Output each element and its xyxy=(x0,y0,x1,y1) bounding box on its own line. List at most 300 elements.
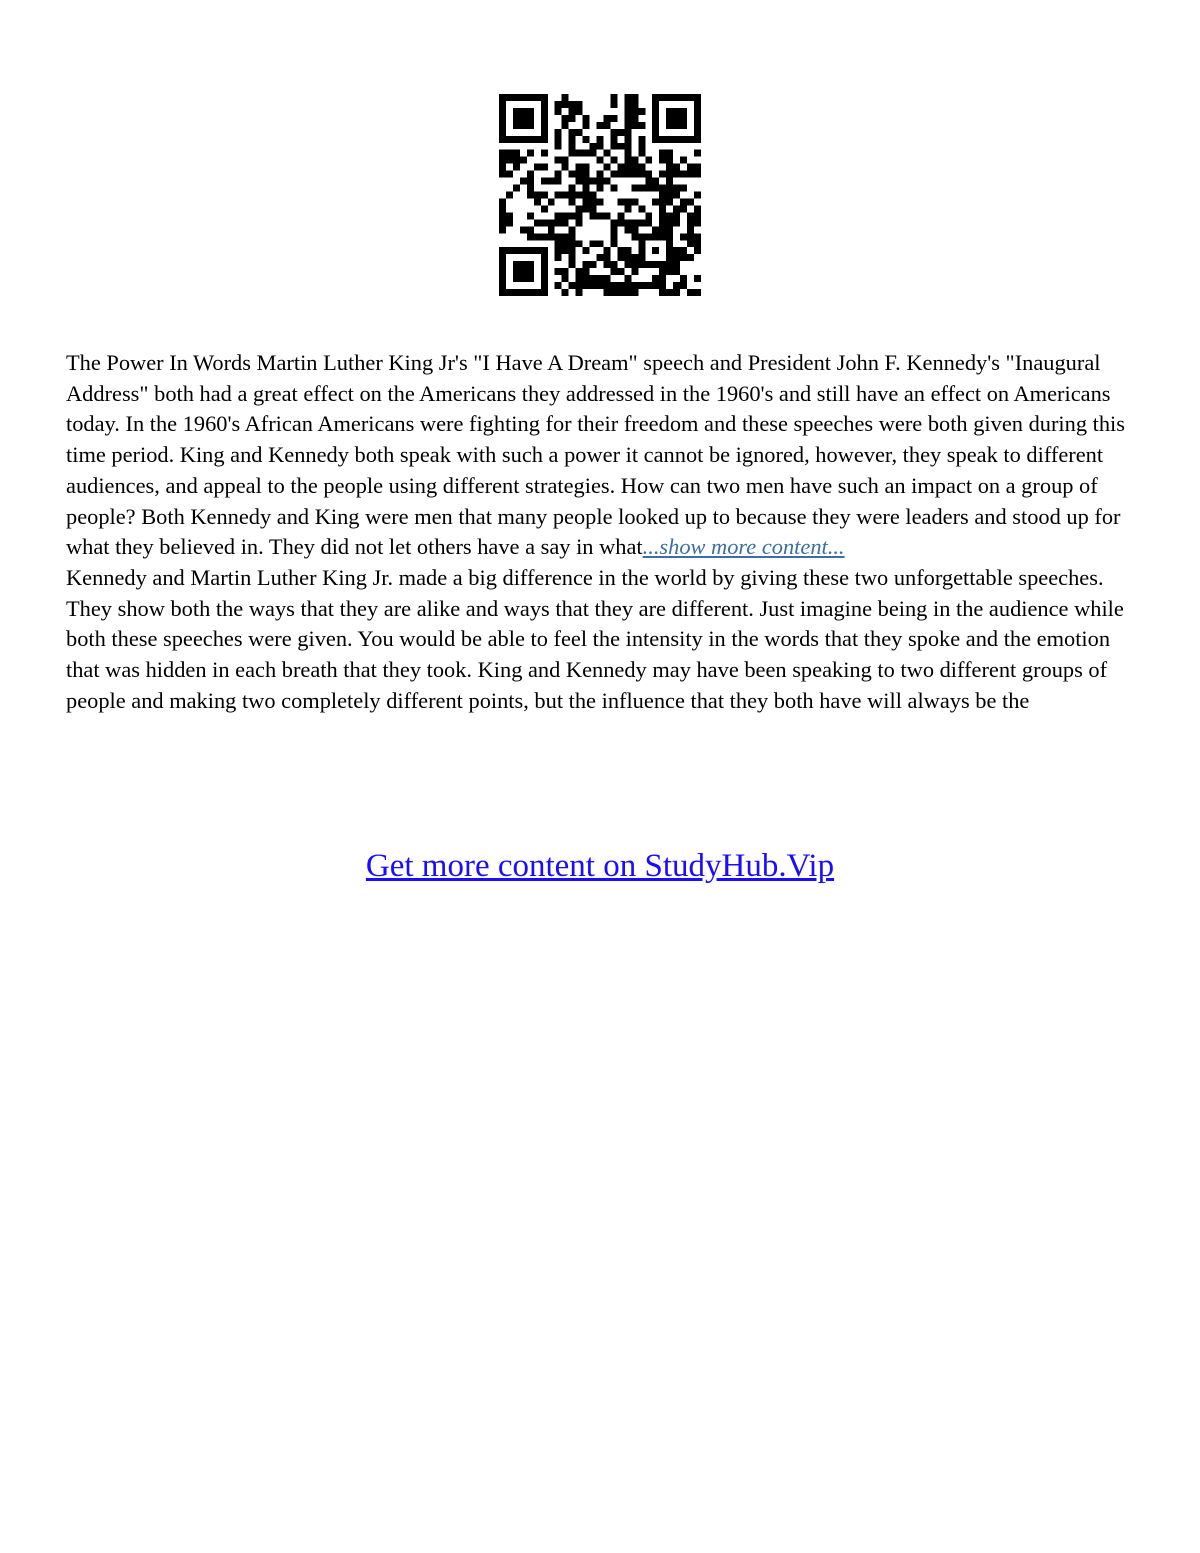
qr-module xyxy=(562,289,569,296)
qr-module xyxy=(610,233,617,240)
qr-module xyxy=(562,275,569,282)
qr-module xyxy=(694,275,701,282)
qr-module xyxy=(624,198,631,205)
qr-module xyxy=(513,261,520,268)
qr-module xyxy=(590,275,597,282)
qr-module xyxy=(506,157,513,164)
qr-module xyxy=(506,289,513,296)
qr-module xyxy=(597,143,604,150)
qr-code-graphic xyxy=(499,94,701,296)
qr-module xyxy=(694,240,701,247)
qr-module xyxy=(666,178,673,185)
qr-module xyxy=(631,94,638,101)
qr-module xyxy=(513,150,520,157)
qr-module xyxy=(610,261,617,268)
qr-module xyxy=(513,157,520,164)
qr-module xyxy=(694,150,701,157)
qr-module xyxy=(624,171,631,178)
qr-module xyxy=(624,136,631,143)
qr-module xyxy=(499,108,506,115)
qr-module xyxy=(527,108,534,115)
qr-module xyxy=(694,136,701,143)
qr-module xyxy=(527,192,534,199)
qr-module xyxy=(631,282,638,289)
qr-module xyxy=(520,136,527,143)
qr-module xyxy=(506,212,513,219)
qr-module xyxy=(562,247,569,254)
qr-module xyxy=(603,150,610,157)
footer xyxy=(0,846,1200,886)
qr-module xyxy=(569,143,576,150)
qr-module xyxy=(506,219,513,226)
qr-module xyxy=(555,129,562,136)
qr-module xyxy=(652,261,659,268)
qr-module xyxy=(652,108,659,115)
qr-module xyxy=(687,233,694,240)
qr-module xyxy=(610,101,617,108)
qr-module xyxy=(673,115,680,122)
qr-module xyxy=(513,122,520,129)
qr-module xyxy=(499,282,506,289)
qr-module xyxy=(694,164,701,171)
qr-module xyxy=(583,247,590,254)
qr-module xyxy=(499,212,506,219)
qr-module xyxy=(555,247,562,254)
qr-module xyxy=(569,282,576,289)
qr-module xyxy=(576,101,583,108)
qr-module xyxy=(541,94,548,101)
qr-module xyxy=(687,240,694,247)
qr-module xyxy=(617,171,624,178)
qr-module xyxy=(645,219,652,226)
qr-module xyxy=(673,122,680,129)
qr-module xyxy=(638,171,645,178)
qr-module xyxy=(569,247,576,254)
qr-module xyxy=(617,282,624,289)
qr-module xyxy=(499,247,506,254)
qr-module xyxy=(534,192,541,199)
qr-module xyxy=(527,226,534,233)
qr-module xyxy=(694,212,701,219)
qr-module xyxy=(624,115,631,122)
qr-module xyxy=(666,247,673,254)
qr-module xyxy=(673,254,680,261)
qr-module xyxy=(541,289,548,296)
qr-module xyxy=(659,157,666,164)
qr-module xyxy=(548,198,555,205)
qr-module xyxy=(652,178,659,185)
qr-module xyxy=(597,212,604,219)
qr-module xyxy=(652,122,659,129)
qr-module xyxy=(520,157,527,164)
qr-module xyxy=(610,282,617,289)
qr-module xyxy=(610,289,617,296)
qr-module xyxy=(645,157,652,164)
qr-module xyxy=(499,157,506,164)
qr-module xyxy=(631,171,638,178)
qr-module xyxy=(555,143,562,150)
qr-module xyxy=(562,268,569,275)
qr-module xyxy=(624,108,631,115)
qr-module xyxy=(590,150,597,157)
qr-module xyxy=(513,289,520,296)
qr-module xyxy=(576,212,583,219)
qr-module xyxy=(499,226,506,233)
qr-module xyxy=(638,136,645,143)
get-more-content-link[interactable]: Get more content on StudyHub.Vip xyxy=(365,848,835,884)
qr-module xyxy=(617,129,624,136)
qr-module xyxy=(576,129,583,136)
qr-module xyxy=(576,282,583,289)
qr-module xyxy=(527,212,534,219)
qr-module xyxy=(527,94,534,101)
qr-module xyxy=(597,185,604,192)
qr-module xyxy=(534,164,541,171)
qr-module xyxy=(603,212,610,219)
qr-module xyxy=(555,157,562,164)
qr-module xyxy=(576,205,583,212)
qr-module xyxy=(680,108,687,115)
qr-module xyxy=(694,115,701,122)
qr-module xyxy=(666,150,673,157)
qr-module xyxy=(694,108,701,115)
qr-module xyxy=(624,275,631,282)
qr-module xyxy=(569,192,576,199)
qr-module xyxy=(583,205,590,212)
qr-module xyxy=(631,157,638,164)
qr-module xyxy=(680,115,687,122)
qr-module xyxy=(631,233,638,240)
qr-module xyxy=(590,192,597,199)
qr-module xyxy=(659,185,666,192)
qr-module xyxy=(499,219,506,226)
qr-module xyxy=(583,150,590,157)
qr-module xyxy=(499,164,506,171)
qr-module xyxy=(694,129,701,136)
qr-module xyxy=(631,289,638,296)
qr-module xyxy=(513,268,520,275)
qr-module xyxy=(513,108,520,115)
qr-module xyxy=(666,219,673,226)
qr-module xyxy=(603,254,610,261)
qr-module xyxy=(527,115,534,122)
qr-module xyxy=(659,219,666,226)
qr-module xyxy=(638,219,645,226)
qr-module xyxy=(624,94,631,101)
qr-module xyxy=(569,198,576,205)
qr-module xyxy=(631,122,638,129)
qr-module xyxy=(666,261,673,268)
qr-module xyxy=(624,226,631,233)
qr-module xyxy=(687,219,694,226)
qr-module xyxy=(652,233,659,240)
qr-module xyxy=(569,115,576,122)
qr-module xyxy=(562,192,569,199)
qr-module xyxy=(562,233,569,240)
qr-module xyxy=(569,233,576,240)
qr-module xyxy=(652,282,659,289)
qr-module xyxy=(513,164,520,171)
qr-module xyxy=(541,233,548,240)
qr-module xyxy=(687,254,694,261)
qr-module xyxy=(666,226,673,233)
qr-module xyxy=(499,171,506,178)
qr-module xyxy=(680,247,687,254)
qr-module xyxy=(555,254,562,261)
qr-module xyxy=(631,226,638,233)
qr-module xyxy=(694,247,701,254)
qr-module xyxy=(555,282,562,289)
qr-module xyxy=(520,275,527,282)
qr-module xyxy=(597,171,604,178)
qr-module xyxy=(694,171,701,178)
qr-module xyxy=(624,289,631,296)
qr-module xyxy=(687,289,694,296)
qr-module xyxy=(694,205,701,212)
qr-module xyxy=(624,157,631,164)
qr-module xyxy=(583,115,590,122)
qr-module xyxy=(610,115,617,122)
qr-module xyxy=(673,261,680,268)
qr-module xyxy=(534,289,541,296)
qr-module xyxy=(555,101,562,108)
qr-module xyxy=(610,129,617,136)
qr-module xyxy=(666,185,673,192)
qr-module xyxy=(624,219,631,226)
qr-module xyxy=(638,150,645,157)
qr-module xyxy=(680,205,687,212)
qr-module xyxy=(499,275,506,282)
qr-module xyxy=(610,268,617,275)
qr-module xyxy=(590,143,597,150)
qr-module xyxy=(527,150,534,157)
qr-module xyxy=(541,219,548,226)
qr-module xyxy=(541,282,548,289)
qr-module xyxy=(590,178,597,185)
qr-module xyxy=(652,115,659,122)
qr-module xyxy=(513,247,520,254)
qr-module xyxy=(520,289,527,296)
qr-module xyxy=(631,101,638,108)
qr-module xyxy=(603,115,610,122)
qr-module xyxy=(555,178,562,185)
qr-module xyxy=(499,101,506,108)
qr-module xyxy=(680,122,687,129)
qr-module xyxy=(499,115,506,122)
qr-module xyxy=(569,254,576,261)
qr-module xyxy=(617,219,624,226)
qr-module xyxy=(645,185,652,192)
qr-module xyxy=(673,108,680,115)
qr-module xyxy=(541,192,548,199)
qr-module xyxy=(624,254,631,261)
qr-module xyxy=(555,219,562,226)
qr-module xyxy=(506,192,513,199)
qr-module xyxy=(569,226,576,233)
qr-module xyxy=(603,289,610,296)
qr-module xyxy=(638,261,645,268)
qr-module xyxy=(659,205,666,212)
qr-module xyxy=(499,129,506,136)
qr-module xyxy=(680,198,687,205)
qr-module xyxy=(583,185,590,192)
qr-module xyxy=(631,164,638,171)
qr-module xyxy=(638,247,645,254)
qr-module xyxy=(659,261,666,268)
qr-module xyxy=(687,94,694,101)
qr-module xyxy=(527,247,534,254)
qr-module xyxy=(694,122,701,129)
qr-module xyxy=(631,115,638,122)
qr-module xyxy=(499,289,506,296)
qr-module xyxy=(534,247,541,254)
body-paragraph-2: Kennedy and Martin Luther King Jr. made a big difference in the world by giving these two unforgettable speeches. They show both the ways that they are alike and ways that they are different. Just imagine being in the audience while both these speeches were given. You would be able to feel the intensity in the words that they spoke and the emotion that was hidden in each breath that they took. King and Kennedy may have been speaking to two different groups of people and making two completely different points, but the influence that they both have will always be the xyxy=(66,564,1124,713)
qr-module xyxy=(666,289,673,296)
qr-module xyxy=(680,94,687,101)
qr-module xyxy=(694,289,701,296)
qr-module xyxy=(548,226,555,233)
qr-module xyxy=(541,205,548,212)
qr-module xyxy=(597,178,604,185)
qr-module xyxy=(673,268,680,275)
qr-module xyxy=(652,198,659,205)
qr-module xyxy=(576,275,583,282)
qr-module xyxy=(652,94,659,101)
qr-module xyxy=(569,171,576,178)
qr-module xyxy=(638,254,645,261)
qr-module xyxy=(541,129,548,136)
qr-module xyxy=(541,164,548,171)
qr-module xyxy=(506,136,513,143)
qr-module xyxy=(659,233,666,240)
qr-module xyxy=(680,185,687,192)
qr-module xyxy=(548,233,555,240)
qr-module xyxy=(617,247,624,254)
qr-module xyxy=(534,233,541,240)
qr-module xyxy=(652,226,659,233)
qr-module xyxy=(576,164,583,171)
qr-module xyxy=(673,164,680,171)
qr-module xyxy=(673,171,680,178)
qr-module xyxy=(576,268,583,275)
qr-module xyxy=(610,219,617,226)
qr-module xyxy=(527,268,534,275)
qr-module xyxy=(576,289,583,296)
qr-module xyxy=(666,122,673,129)
qr-module xyxy=(597,157,604,164)
qr-module xyxy=(645,171,652,178)
qr-module xyxy=(638,185,645,192)
qr-module xyxy=(562,240,569,247)
qr-module xyxy=(652,185,659,192)
qr-module xyxy=(610,94,617,101)
qr-module xyxy=(666,198,673,205)
qr-module xyxy=(603,261,610,268)
qr-module xyxy=(603,282,610,289)
qr-module xyxy=(624,261,631,268)
qr-module xyxy=(541,261,548,268)
qr-module xyxy=(590,282,597,289)
qr-module xyxy=(631,108,638,115)
qr-module xyxy=(555,192,562,199)
qr-module xyxy=(666,171,673,178)
qr-module xyxy=(583,192,590,199)
qr-module xyxy=(562,212,569,219)
qr-module xyxy=(597,198,604,205)
qr-module xyxy=(610,143,617,150)
qr-module xyxy=(541,150,548,157)
qr-module xyxy=(624,150,631,157)
qr-module xyxy=(666,115,673,122)
qr-module xyxy=(541,275,548,282)
qr-module xyxy=(576,178,583,185)
qr-module xyxy=(666,240,673,247)
qr-module xyxy=(659,150,666,157)
body-paragraph-1 xyxy=(66,348,1138,563)
qr-module xyxy=(673,247,680,254)
qr-module xyxy=(597,136,604,143)
qr-module xyxy=(659,94,666,101)
qr-module xyxy=(597,282,604,289)
qr-module xyxy=(603,275,610,282)
qr-module xyxy=(506,171,513,178)
qr-module xyxy=(687,226,694,233)
qr-module xyxy=(687,198,694,205)
qr-module xyxy=(555,212,562,219)
qr-module xyxy=(597,122,604,129)
qr-module xyxy=(603,122,610,129)
qr-module xyxy=(673,192,680,199)
qr-module xyxy=(562,101,569,108)
qr-module xyxy=(638,282,645,289)
qr-module xyxy=(583,198,590,205)
qr-module xyxy=(638,240,645,247)
qr-module xyxy=(659,268,666,275)
qr-module xyxy=(624,143,631,150)
qr-module xyxy=(624,122,631,129)
qr-module xyxy=(562,164,569,171)
qr-module xyxy=(562,219,569,226)
qr-module xyxy=(569,129,576,136)
qr-module xyxy=(687,136,694,143)
qr-module xyxy=(659,289,666,296)
qr-module xyxy=(652,275,659,282)
qr-module xyxy=(541,136,548,143)
qr-module xyxy=(590,198,597,205)
qr-module xyxy=(673,136,680,143)
qr-module xyxy=(659,171,666,178)
qr-module xyxy=(652,136,659,143)
qr-module xyxy=(624,247,631,254)
qr-module xyxy=(659,282,666,289)
qr-module xyxy=(583,178,590,185)
qr-module xyxy=(624,205,631,212)
qr-module xyxy=(527,289,534,296)
qr-module xyxy=(583,171,590,178)
qr-module xyxy=(569,101,576,108)
qr-module xyxy=(506,247,513,254)
qr-module xyxy=(603,247,610,254)
qr-module xyxy=(583,136,590,143)
qr-module xyxy=(617,198,624,205)
qr-module xyxy=(673,94,680,101)
qr-module xyxy=(666,164,673,171)
show-more-link[interactable]: ...show more content... xyxy=(642,534,845,560)
qr-module xyxy=(527,185,534,192)
qr-module xyxy=(673,289,680,296)
qr-module xyxy=(680,171,687,178)
qr-module xyxy=(527,122,534,129)
